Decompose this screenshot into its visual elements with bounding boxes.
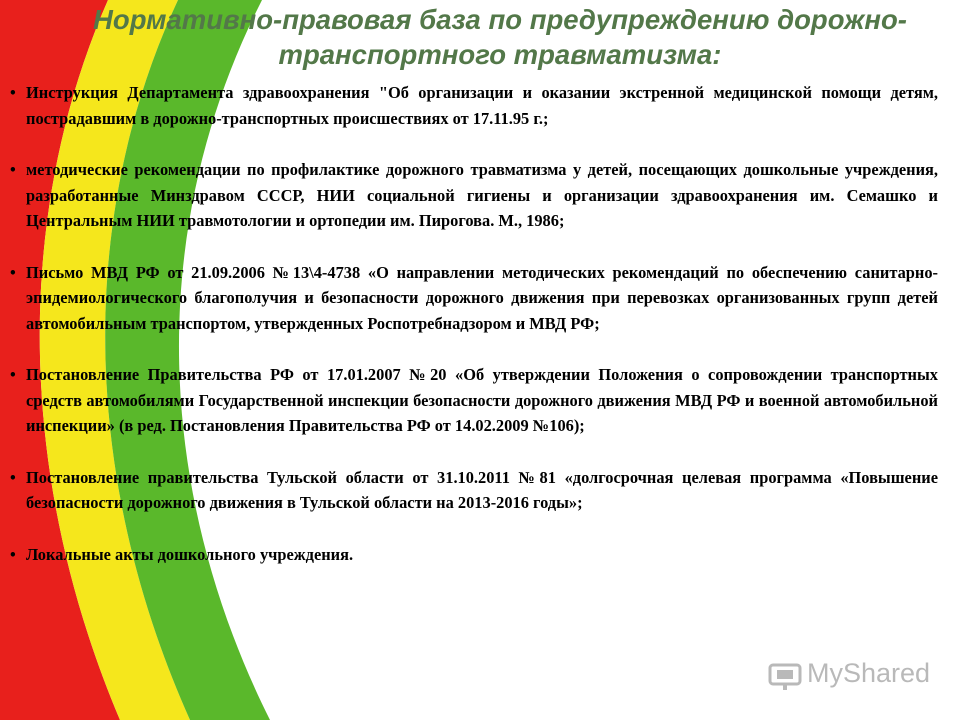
list-item: [10, 362, 938, 439]
regulation-list: [10, 80, 938, 567]
list-item-text: Инструкция Департамента здравоохранения "Об организации и оказании экстренной медицинской помощи детям, пострадавшим в дорожно-транспортных происшествиях от 17.11.95 г.;: [26, 83, 938, 128]
list-item: [10, 465, 938, 516]
list-item-text: Письмо МВД РФ от 21.09.2006 №13\4-4738 «О направлении методических рекомендаций по обеспечению санитарно-эпидемиологического благополучия и безопасности дорожного движения при перевозках организованных групп детей автомобильным транспортом, утвержденных Роспотребнадзором и МВД РФ;: [26, 262, 938, 333]
slide-title: Нормативно-правовая база по предупреждению дорожно-транспортного травматизма:: [93, 4, 907, 70]
list-item: [10, 157, 938, 234]
list-item-text: Постановление правительства Тульской области от 31.10.2011 №81 «долгосрочная целевая программа «Повышение безопасности дорожного движения в Тульской области на 2013-2016 годы»;: [26, 467, 938, 512]
bullet-icon: •: [10, 544, 16, 564]
list-item-text: Локальные акты дошкольного учреждения.: [26, 544, 354, 564]
projector-icon: [767, 658, 803, 694]
bullet-icon: •: [10, 83, 16, 102]
bullet-icon: •: [10, 160, 16, 179]
list-item: [10, 542, 938, 568]
watermark-logo: [767, 656, 931, 694]
watermark-text: MyShared: [807, 658, 931, 688]
bullet-icon: •: [10, 365, 16, 384]
list-item: [10, 80, 938, 131]
bullet-icon: •: [10, 262, 16, 282]
list-item: [10, 260, 938, 337]
list-item-text: Постановление Правительства РФ от 17.01.2007 №20 «Об утверждении Положения о сопровождении транспортных средств автомобилями Государственной инспекции безопасности дорожного движения МВД РФ и военной автомобильной инспекции» (в ред. Постановления Правительства РФ от 14.02.2009 №106);: [26, 365, 938, 435]
bullet-icon: •: [10, 467, 16, 487]
list-item-text: методические рекомендации по профилактике дорожного травматизма у детей, посещающих дошкольные учреждения, разработанные Минздравом СССР, НИИ социальной гигиены и организации здравоохранения им. Семашко и Центральным НИИ травмотологии и ортопедии им. Пирогова. М., 1986;: [26, 160, 938, 230]
